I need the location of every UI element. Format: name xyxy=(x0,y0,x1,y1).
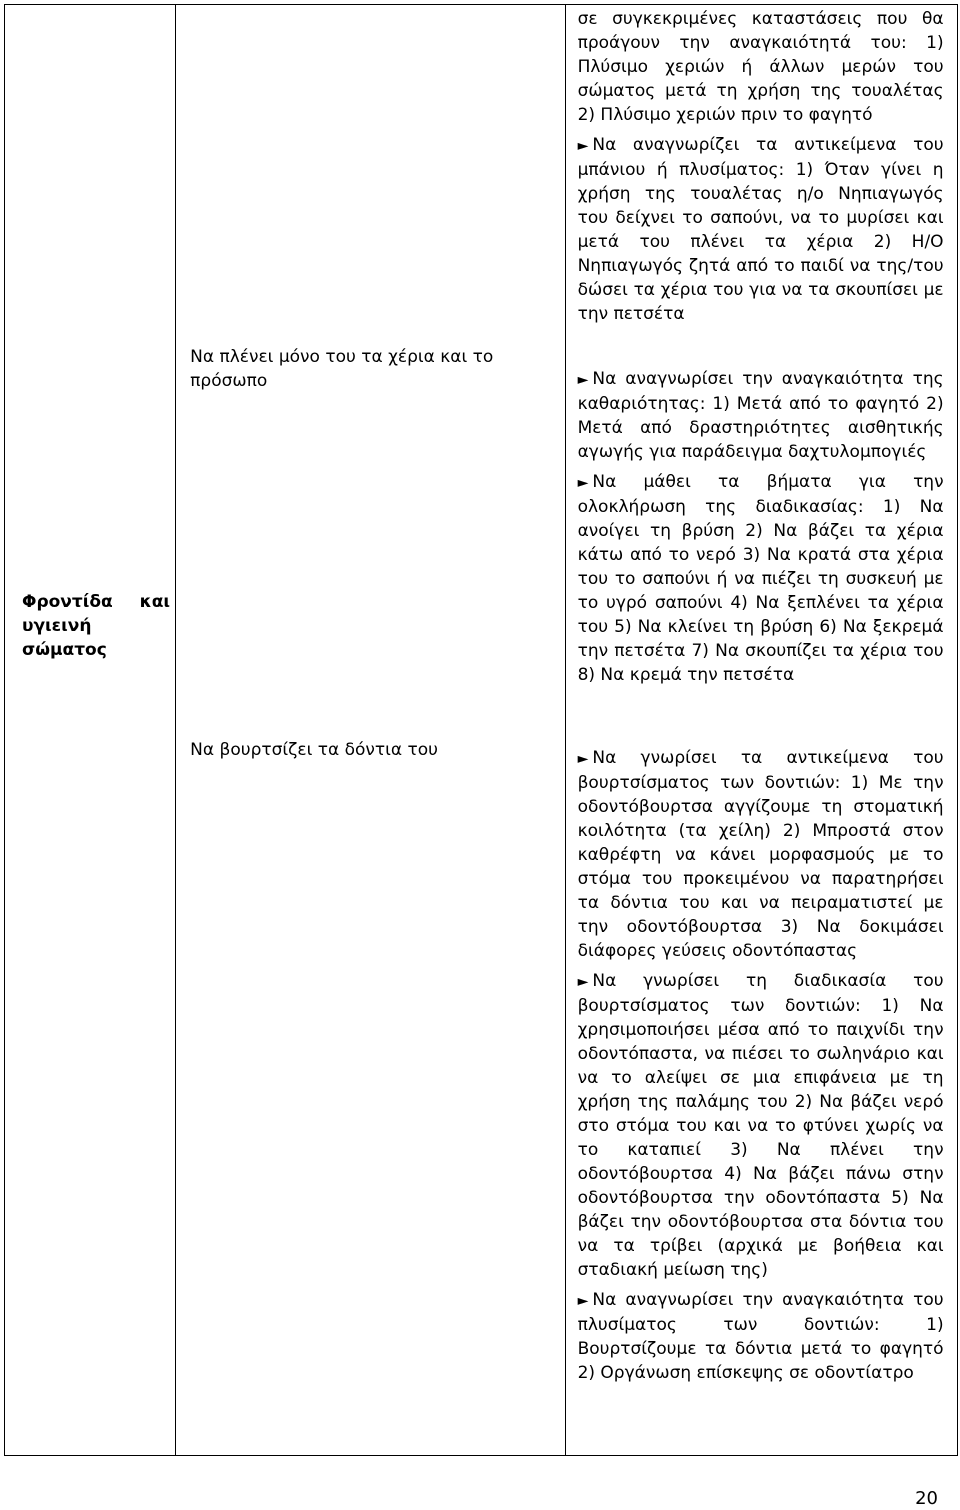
objective-text: Να γνωρίσει τα αντικείμενα του βουρτσίσματος των δοντιών: 1) Με την οδοντόβουρτσα αγγίζουμε τη στοματική κοιλότητα (τα χείλη) 2) Μπροστά στον καθρέφτη να κάνει μορφασμούς με το στόμα του προκειμένου να παρατηρήσει τα δόντια του και να πειραματιστεί με την οδοντόβουρτσα 3) Να δοκιμάσει διάφορες γεύσεις οδοντόπαστας xyxy=(577,748,944,961)
objective-item xyxy=(578,133,944,326)
objectives-cell xyxy=(565,5,957,1456)
page-number: 20 xyxy=(915,1488,938,1509)
arrow-bullet-icon: ► xyxy=(577,372,589,388)
objective-text: Να μάθει τα βήματα για την ολοκλήρωση της διαδικασίας: 1) Να ανοίγει τη βρύση 2) Να βάζει τα χέρια κάτω από το νερό 3) Να κρατά στα χέρια του το σαπούνι ή να πιέζει τη συσκευή με το υγρό σαπούνι 4) Να ξεπλένει τα χέρια του 5) Να κλείνει τη βρύση 6) Να ξεκρεμά την πετσέτα 7) Να σκουπίζει τα χέρια του 8) Να κρεμά την πετσέτα xyxy=(577,472,944,685)
objective-item xyxy=(578,1288,944,1385)
goal-wash-hands-face: Να πλένει μόνο του τα χέρια και το πρόσωπο xyxy=(190,347,494,391)
arrow-bullet-icon: ► xyxy=(577,974,589,990)
arrow-bullet-icon: ► xyxy=(577,1293,589,1309)
objectives-group-hygiene-context xyxy=(578,7,944,332)
objective-text: Να αναγνωρίσει την αναγκαιότητα του πλυσίματος των δοντιών: 1) Βουρτσίζουμε τα δόντια μετά το φαγητό 2) Οργάνωση επίσκεψης σε οδοντίατρο xyxy=(577,1290,944,1383)
objective-text: Να γνωρίσει τη διαδικασία του βουρτσίσματος των δοντιών: 1) Να χρησιμοποιήσει μέσα από το παιχνίδι την οδοντόπαστα, να πιέσει το σωληνάριο και να το αλείψει σε μια επιφάνεια με τη χρήση της παλάμης του 2) Να βάζει νερό στο στόμα του και να το φτύνει χωρίς να το καταπιεί 3) Να πλένει την οδοντόβουρτσα 4) Να βάζει πάνω στην οδοντόβουρτσα την οδοντόπαστα 5) Να βάζει την οδοντόβουρτσα στα δόντια του να τα τρίβει (αρχικά με βοήθεια και σταδιακή μείωση της) xyxy=(577,971,944,1280)
objective-text: Να αναγνωρίσει την αναγκαιότητα της καθαριότητας: 1) Μετά από το φαγητό 2) Μετά από δραστηριότητες αισθητικής αγωγής για παράδειγμα δαχτυλομπογιές xyxy=(577,369,944,462)
objective-text: Να αναγνωρίζει τα αντικείμενα του μπάνιου ή πλυσίματος: 1) Όταν γίνει η χρήση της τουαλέτας η/ο Νηπιαγωγός του δείχνει το σαπούνι, να το μυρίσει και μετά του πλένει τα χέρια 2) Η/Ο Νηπιαγωγός ζητά από το παιδί να της/του δώσει τα χέρια του για να τα σκουπίσει με την πετσέτα xyxy=(577,135,944,324)
arrow-bullet-icon: ► xyxy=(577,138,589,154)
objective-item xyxy=(578,470,944,687)
arrow-bullet-icon: ► xyxy=(577,751,589,767)
area-label: Φροντίδα και υγιεινή σώματος xyxy=(22,592,170,660)
objectives-group-hand-washing xyxy=(578,367,944,693)
objective-continued xyxy=(578,7,944,127)
objective-item xyxy=(578,969,944,1282)
objective-item xyxy=(578,746,944,963)
objective-item xyxy=(578,367,944,464)
goal-brush-teeth: Να βουρτσίζει τα δόντια του xyxy=(190,740,438,760)
objectives-group-teeth-brushing xyxy=(578,746,944,1391)
area-cell xyxy=(5,5,176,1456)
objective-text: σε συγκεκριμένες καταστάσεις που θα προάγουν την αναγκαιότητά του: 1) Πλύσιμο χεριών ή άλλων μερών του σώματος μετά τη χρήση της τουαλέτας 2) Πλύσιμο χεριών πριν το φαγητό xyxy=(577,9,944,125)
arrow-bullet-icon: ► xyxy=(577,475,589,491)
goals-cell xyxy=(176,5,565,1456)
curriculum-table xyxy=(4,4,958,1456)
